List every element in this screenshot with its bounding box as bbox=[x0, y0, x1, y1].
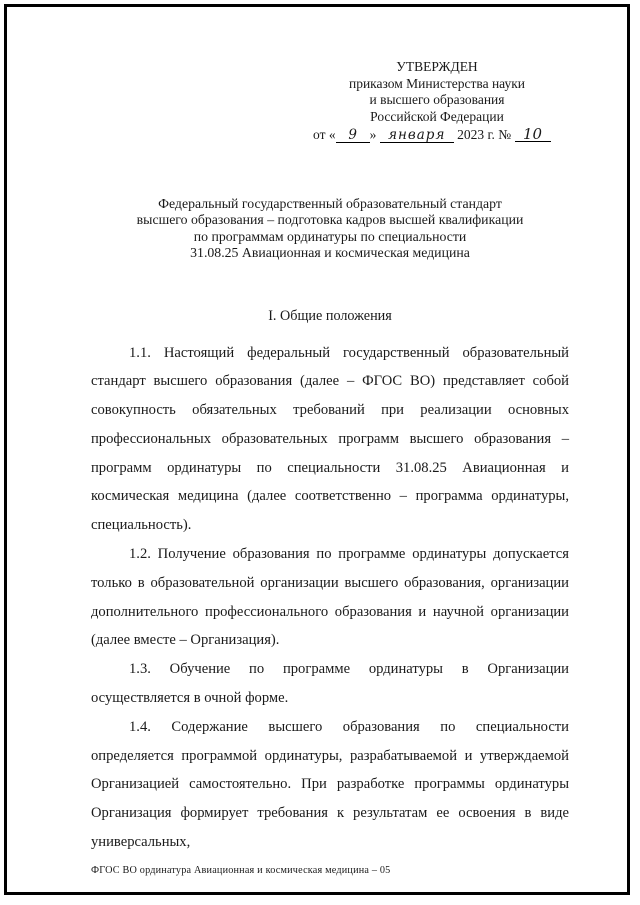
title-line: высшего образования – подготовка кадров высшей квалификации bbox=[136, 212, 524, 227]
document-page bbox=[4, 4, 630, 895]
footer-note: ФГОС ВО ординатура Авиационная и космическая медицина – 05 bbox=[91, 865, 391, 876]
handwritten-day: 9 bbox=[336, 128, 370, 143]
approval-line: и высшего образования bbox=[369, 92, 505, 107]
body-text bbox=[91, 339, 569, 857]
approval-status: УТВЕРЖДЕН bbox=[396, 59, 478, 74]
paragraph-1-4: 1.4. Содержание высшего образования по специальности определяется программой ординатуры, разрабатываемой и утверждаемой Организацией самостоятельно. При разработке программы ординатуры Организация формирует требования к результатам ее освоения в виде универсальных, bbox=[91, 718, 569, 851]
handwritten-order-number: 10 bbox=[515, 127, 551, 142]
paragraph-1-3: 1.3. Обучение по программе ординатуры в Организации осуществляется в очной форме. bbox=[91, 661, 569, 707]
date-close-quote: » bbox=[369, 127, 377, 142]
title-line: 31.08.25 Авиационная и космическая медицина bbox=[190, 245, 470, 260]
paragraph-1-2: 1.2. Получение образования по программе ординатуры допускается только в образовательной организации высшего образования, организации дополнительного профессионального образования и научной организации (далее вместе – Организация). bbox=[91, 546, 569, 649]
handwritten-month: января bbox=[380, 128, 454, 143]
document-title bbox=[91, 196, 569, 262]
approval-line: приказом Министерства науки bbox=[348, 75, 526, 91]
approval-line: Российской Федерации bbox=[370, 108, 504, 124]
date-prefix: от « bbox=[313, 127, 336, 142]
title-line: Федеральный государственный образовательный стандарт bbox=[158, 195, 502, 211]
approval-block bbox=[313, 59, 561, 144]
section-heading: I. Общие положения bbox=[268, 307, 392, 324]
page-content bbox=[7, 7, 627, 892]
date-year: 2023 г. № bbox=[457, 127, 512, 142]
paragraph-1-1: 1.1. Настоящий федеральный государственный образовательный стандарт высшего образования (далее – ФГОС ВО) представляет собой совокупность обязательных требований при реализации основных профессиональных образовательных программ высшего образования – программ ординатуры по специальности 31.08.25 Авиационная и космическая медицина (далее соответственно – программа ординатуры, специальность). bbox=[91, 344, 569, 534]
title-line: по программам ординатуры по специальности bbox=[193, 228, 467, 244]
approval-date-line bbox=[313, 127, 561, 144]
